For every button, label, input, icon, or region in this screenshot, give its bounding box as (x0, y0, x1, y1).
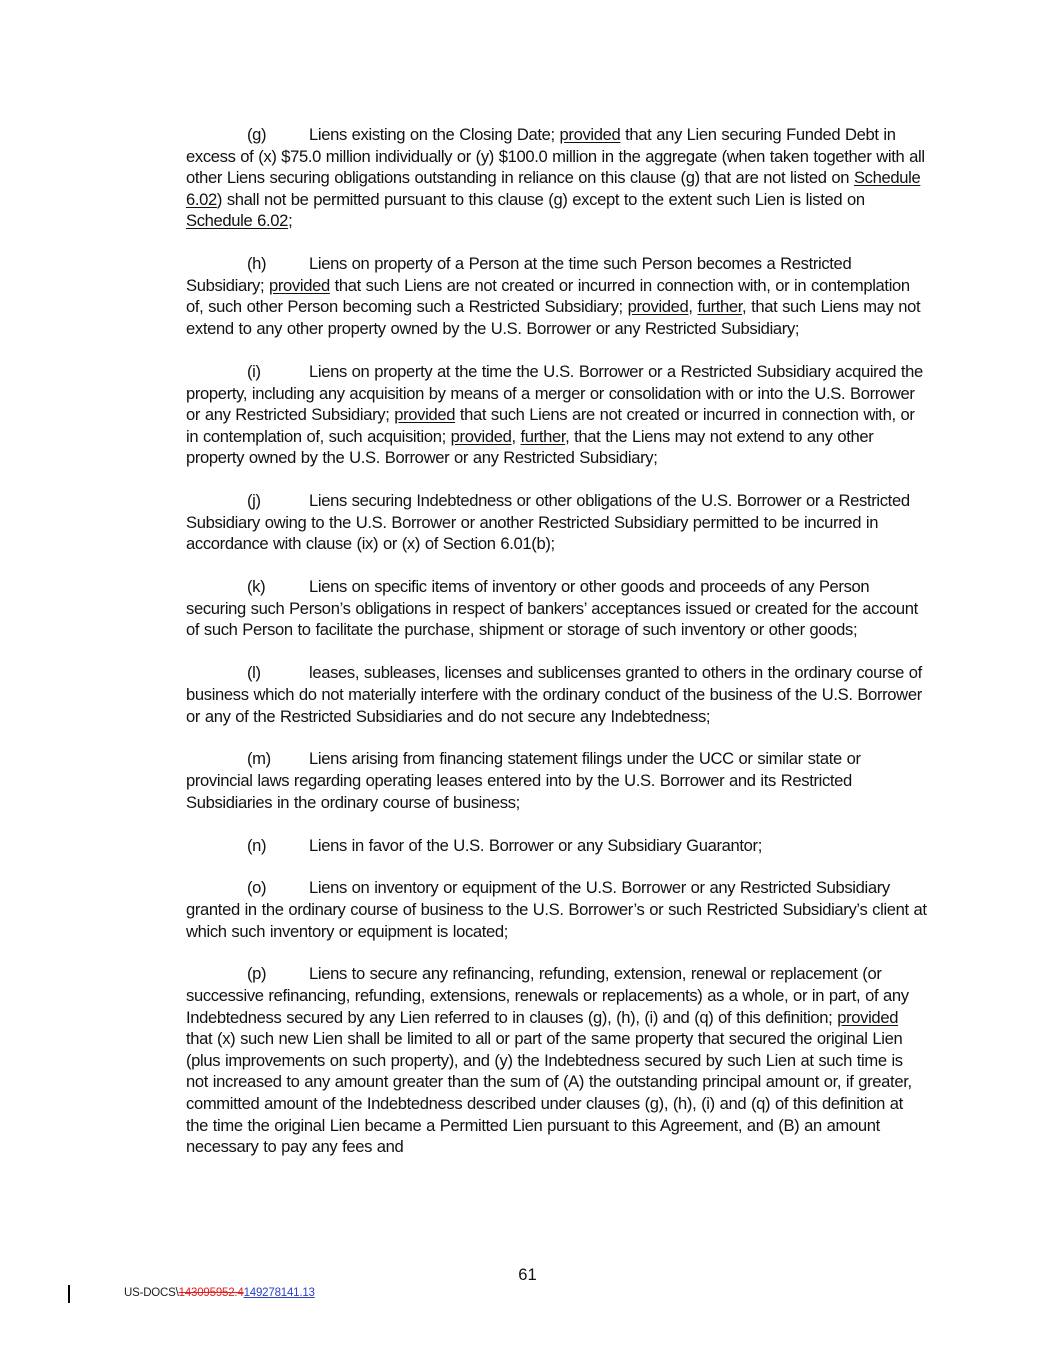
clause-k (186, 576, 928, 641)
clause-label: (m) (247, 749, 271, 769)
clause-o (186, 877, 928, 942)
clause-l (186, 662, 928, 727)
clause-text: , that such Liens may not extend to any other property owned by the U.S. Borrower or any Restricted Subsidiary; (186, 297, 921, 339)
clause-label: (p) (247, 964, 267, 984)
clause-text: , that the Liens may not extend to any other property owned by the U.S. Borrower or any Restricted Subsidiary; (186, 426, 874, 468)
clause-text: , (511, 426, 521, 446)
clause-text: Liens on specific items of inventory or other goods and proceeds of any Person securing such Person’s obligations in respect of bankers’ acceptances issued or created for the account of such Person to facilitate the purchase, shipment or storage of such inventory or other goods; (186, 577, 918, 640)
clause-text: Liens in favor of the U.S. Borrower or any Subsidiary Guarantor; (309, 835, 762, 855)
clause-text: leases, subleases, licenses and sublicenses granted to others in the ordinary course of business which do not materially interfere with the ordinary conduct of the business of the U.S. Borrower or any of the Restricted Subsidiaries and do not secure any Indebtedness; (186, 663, 922, 726)
clause-m (186, 748, 928, 813)
document-body (186, 124, 928, 1179)
clause-label: (k) (247, 577, 266, 597)
page-number: 61 (518, 1265, 537, 1284)
defined-term-provided: provided (450, 426, 512, 446)
clause-text: Liens to secure any refinancing, refunding, extension, renewal or replacement (or successive refinancing, refunding, extensions, renewals or replacements) as a whole, or in part, of any Indebtedness secured by any Lien referred to in clauses (g), (h), (i) and (q) of this definition; (186, 964, 909, 1027)
defined-term-provided: provided (559, 125, 621, 144)
clause-text: Liens on property of a Person at the time such Person becomes a Restricted Subsidiary; (186, 254, 852, 295)
doc-id-inserted: 149278141.13 (243, 1287, 315, 1299)
doc-id-deleted: 143095952.4 (178, 1287, 244, 1299)
doc-id-prefix: US-DOCS\ (124, 1287, 179, 1299)
clause-label: (i) (247, 361, 261, 381)
clause-text: that such Liens are not created or incurred in connection with, or in contemplation of, such acquisition; (186, 405, 915, 446)
defined-term-provided: provided (627, 297, 689, 317)
clause-label: (l) (247, 663, 261, 683)
clause-text: Liens existing on the Closing Date; (309, 125, 560, 144)
clause-text: ; (288, 211, 293, 231)
defined-term-further: further (520, 426, 566, 446)
clause-h (186, 253, 928, 339)
clause-label: (g) (247, 125, 267, 144)
revision-change-bar (68, 1285, 70, 1303)
clause-text: , (688, 297, 698, 317)
defined-term-further: further (697, 297, 743, 317)
clause-label: (o) (247, 878, 267, 898)
clause-label: (j) (247, 491, 261, 511)
clause-text: Liens arising from financing statement filings under the UCC or similar state or provincial laws regarding operating leases entered into by the U.S. Borrower and its Restricted Subsidiaries in the ordinary course of business; (186, 749, 861, 812)
clause-label: (n) (247, 835, 267, 855)
clause-text: ) shall not be permitted pursuant to this clause (g) except to the extent such Lien is listed on (216, 189, 865, 209)
clause-n (186, 835, 928, 857)
clause-label: (h) (247, 254, 267, 274)
document-id-footer (124, 1287, 315, 1299)
clause-p (186, 963, 928, 1157)
clause-text: Liens on property at the time the U.S. Borrower or a Restricted Subsidiary acquired the property, including any acquisition by means of a merger or consolidation with or into the U.S. Borrower or any Restricted Subsidiary; (186, 361, 923, 425)
schedule-reference: Schedule 6.02 (186, 211, 289, 231)
defined-term-provided: provided (269, 275, 330, 295)
defined-term-provided: provided (837, 1007, 899, 1027)
clause-i (186, 361, 928, 469)
clause-g (186, 124, 928, 232)
schedule-reference: Schedule 6.02 (186, 168, 921, 209)
clause-text: that (x) such new Lien shall be limited to all or part of the same property that secured the original Lien (plus improvements on such property), and (y) the Indebtedness secured by such Lien at such time is not increased to any amount greater than the sum of (A) the outstanding principal amount or, if greater, committed amount of the Indebtedness described under clauses (g), (h), (i) and (q) of this definition at the time the original Lien became a Permitted Lien pursuant to this Agreement, and (B) an amount necessary to pay any fees and (186, 1029, 912, 1157)
clause-text: Liens on inventory or equipment of the U.S. Borrower or any Restricted Subsidiary granted in the ordinary course of business to the U.S. Borrower’s or such Restricted Subsidiary’s client at which such inventory or equipment is located; (186, 878, 927, 941)
defined-term-provided: provided (394, 405, 456, 425)
clause-text: Liens securing Indebtedness or other obligations of the U.S. Borrower or a Restricted Subsidiary owing to the U.S. Borrower or another Restricted Subsidiary permitted to be incurred in accordance with clause (ix) or (x) of Section 6.01(b); (186, 491, 910, 554)
clause-j (186, 490, 928, 555)
clause-text: that any Lien securing Funded Debt in excess of (x) $75.0 million individually or (y) $100.0 million in the aggregate (when taken together with all other Liens securing obligations outstanding in reliance on this clause (g) that are not listed on (186, 125, 925, 188)
clause-text: that such Liens are not created or incurred in connection with, or in contemplation of, such other Person becoming such a Restricted Subsidiary; (186, 275, 910, 317)
